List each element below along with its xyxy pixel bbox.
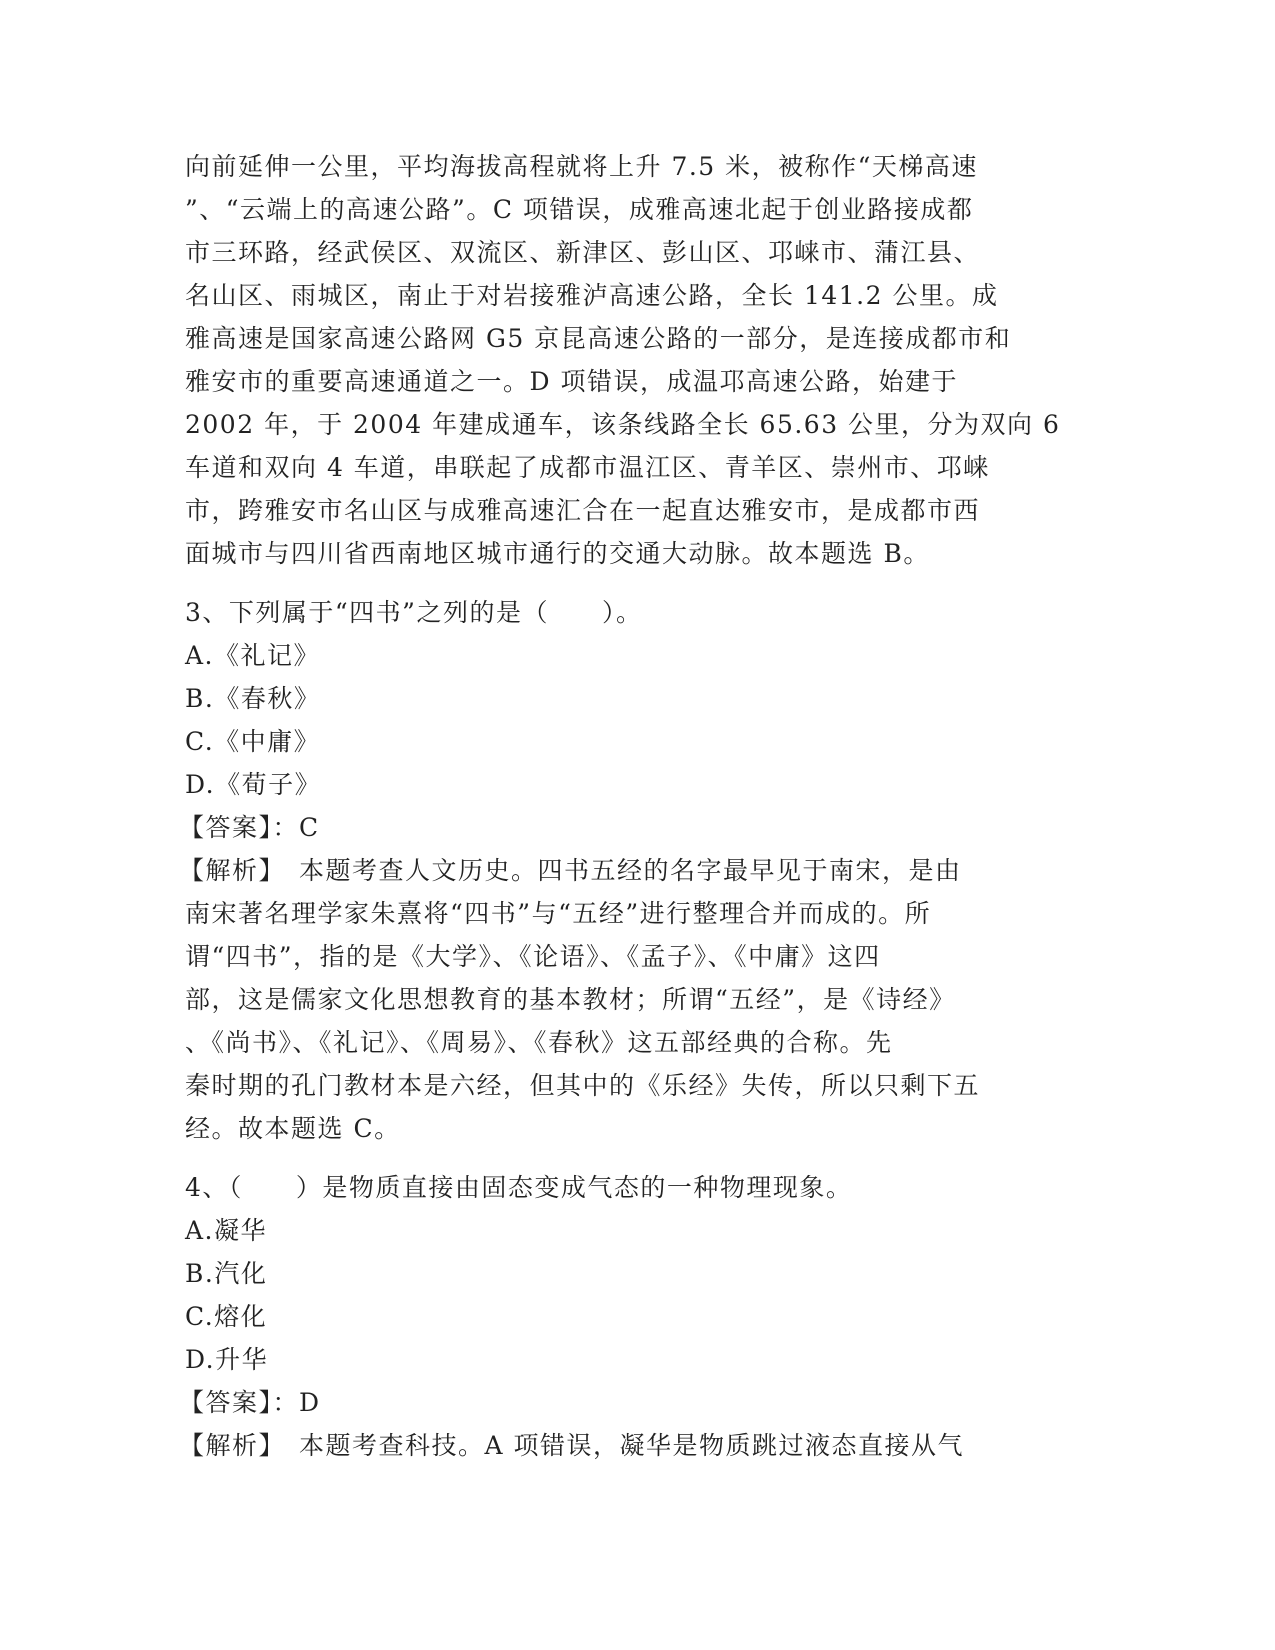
text-line: 经。故本题选 C。 — [185, 1114, 401, 1143]
text-line: 部，这是儒家文化思想教育的基本教材；所谓“五经”，是《诗经》 — [185, 985, 956, 1014]
question-3 — [179, 591, 1090, 1150]
option-b: B.《春秋》 — [185, 684, 321, 713]
option-d: D.升华 — [185, 1345, 269, 1374]
text-line: ”、“云端上的高速公路”。C 项错误，成雅高速北起于创业路接成都 — [185, 195, 974, 224]
text-line: 市，跨雅安市名山区与成雅高速汇合在一起直达雅安市，是成都市西 — [185, 496, 981, 525]
option-c: C.熔化 — [185, 1302, 268, 1331]
text-line: 【解析】 本题考查人文历史。四书五经的名字最早见于南宋，是由 — [179, 856, 962, 885]
spacer — [185, 1150, 1090, 1166]
text-line: 、《尚书》、《礼记》、《周易》、《春秋》这五部经典的合称。先 — [185, 1028, 893, 1057]
text-line: 2002 年，于 2004 年建成通车，该条线路全长 65.63 公里，分为双向 6 — [185, 410, 1061, 439]
continuation-paragraph — [185, 145, 1090, 575]
text-line: 谓“四书”，指的是《大学》、《论语》、《孟子》、《中庸》这四 — [185, 942, 881, 971]
spacer — [185, 575, 1090, 591]
text-line: 市三环路，经武侯区、双流区、新津区、彭山区、邛崃市、蒲江县、 — [185, 238, 981, 267]
text-line: 南宋著名理学家朱熹将“四书”与“五经”进行整理合并而成的。所 — [185, 899, 932, 928]
question-4 — [179, 1166, 1090, 1467]
answer-line: 【答案】：C — [179, 813, 320, 842]
text-line: 【解析】 本题考查科技。A 项错误，凝华是物质跳过液态直接从气 — [179, 1431, 965, 1460]
option-b: B.汽化 — [185, 1259, 268, 1288]
text-line: 秦时期的孔门教材本是六经，但其中的《乐经》失传，所以只剩下五 — [185, 1071, 981, 1100]
option-a: A.凝华 — [185, 1216, 268, 1245]
analysis-paragraph — [179, 849, 1090, 1150]
question-stem: 4、（ ）是物质直接由固态变成气态的一种物理现象。 — [185, 1173, 853, 1202]
question-stem: 3、下列属于“四书”之列的是（ ）。 — [185, 598, 643, 627]
option-d: D.《荀子》 — [185, 770, 322, 799]
answer-line: 【答案】：D — [179, 1388, 321, 1417]
text-line: 面城市与四川省西南地区城市通行的交通大动脉。故本题选 B。 — [185, 539, 930, 568]
document-page — [179, 145, 1090, 1467]
option-a: A.《礼记》 — [185, 641, 321, 670]
text-line: 车道和双向 4 车道，串联起了成都市温江区、青羊区、崇州市、邛崃 — [185, 453, 990, 482]
text-line: 雅安市的重要高速通道之一。D 项错误，成温邛高速公路，始建于 — [185, 367, 958, 396]
text-line: 名山区、雨城区，南止于对岩接雅泸高速公路，全长 141.2 公里。成 — [185, 281, 999, 310]
analysis-paragraph — [179, 1424, 1090, 1467]
text-line: 向前延伸一公里，平均海拔高程就将上升 7.5 米，被称作“天梯高速 — [185, 152, 978, 181]
option-c: C.《中庸》 — [185, 727, 321, 756]
text-line: 雅高速是国家高速公路网 G5 京昆高速公路的一部分，是连接成都市和 — [185, 324, 1012, 353]
